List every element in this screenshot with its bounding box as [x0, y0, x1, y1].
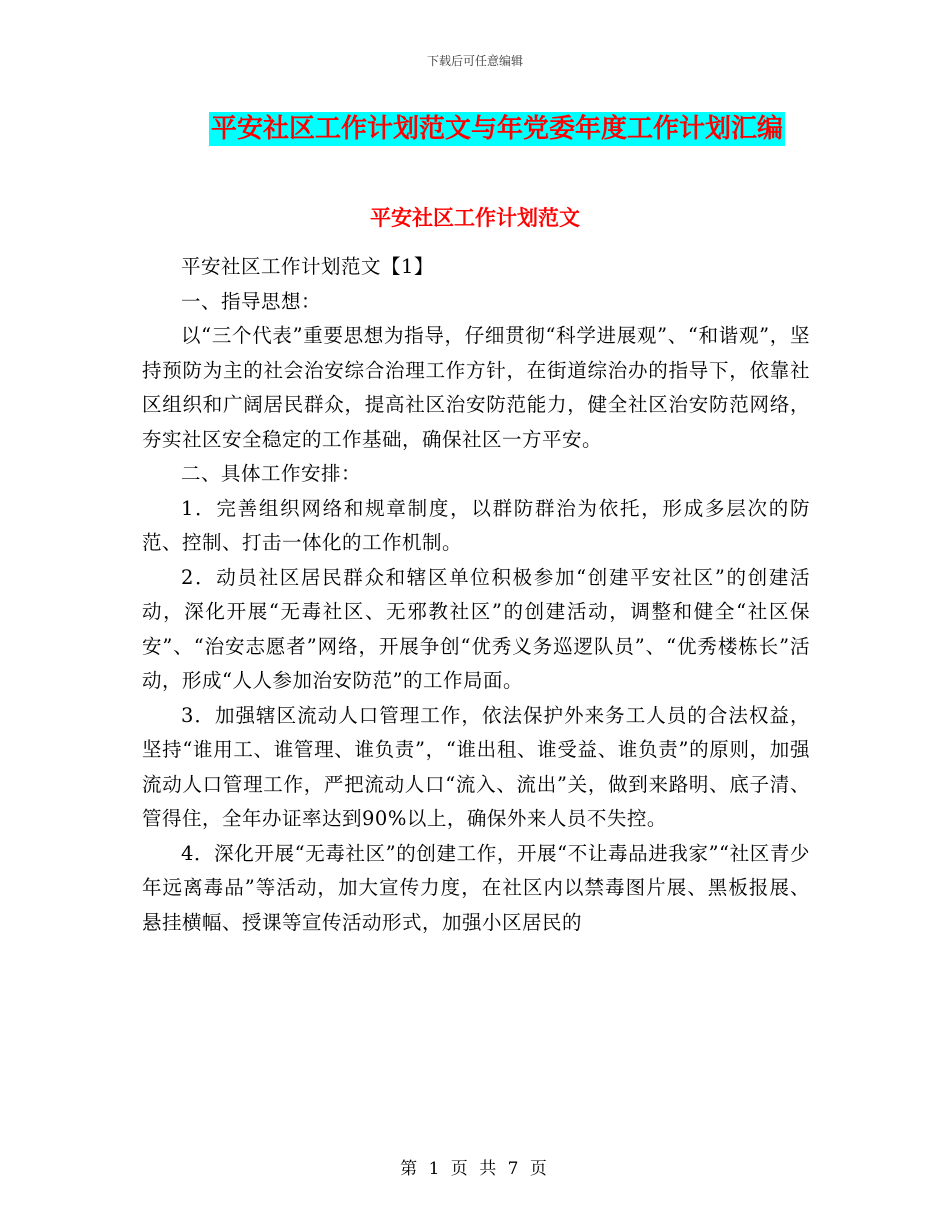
paragraph: 3．加强辖区流动人口管理工作，依法保护外来务工人员的合法权益，坚持“谁用工、谁管理、谁负责”，“谁出租、谁受益、谁负责”的原则，加强流动人口管理工作，严把流动人口“流入、流出”关，做到来路明、底子清、管得住，全年办证率达到90%以上，确保外来人员不失控。 [142, 703, 810, 830]
paragraph: 二、具体工作安排： [181, 462, 362, 485]
doc-title: 平安社区工作计划范文与年党委年度工作计划汇编 [210, 114, 783, 144]
paragraph: 4．深化开展“无毒社区”的创建工作，开展“不让毒品进我家”“社区青少年远离毒品”等活动，加大宣传力度，在社区内以禁毒图片展、黑板报展、悬挂横幅、授课等宣传活动形式，加强小区居民的 [142, 841, 810, 934]
paragraph: 1．完善组织网络和规章制度，以群防群治为依托，形成多层次的防范、控制、打击一体化的工作机制。 [142, 496, 810, 554]
header-note: 下载后可任意编辑 [426, 54, 523, 68]
paragraph: 以“三个代表”重要思想为指导，仔细贯彻“科学进展观”、“和谐观”，坚持预防为主的社会治安综合治理工作方针，在街道综治办的指导下，依靠社区组织和广阔居民群众，提高社区治安防范能力，健全社区治安防范网络，夯实社区安全稳定的工作基础，确保社区一方平安。 [142, 324, 810, 451]
doc-title-container [0, 112, 950, 146]
paragraph: 平安社区工作计划范文【1】 [181, 255, 434, 278]
section-title: 平安社区工作计划范文 [370, 205, 580, 230]
page-footer: 第 1 页 共 7 页 [400, 1159, 550, 1179]
paragraph: 2．动员社区居民群众和辖区单位积极参加“创建平安社区”的创建活动，深化开展“无毒社区、无邪教社区”的创建活动，调整和健全“社区保安”、“治安志愿者”网络，开展争创“优秀义务巡逻队员”、“优秀楼栋长”活动，形成“人人参加治安防范”的工作局面。 [142, 565, 810, 692]
document-body [142, 250, 810, 940]
paragraph: 一、指导思想： [181, 289, 322, 313]
